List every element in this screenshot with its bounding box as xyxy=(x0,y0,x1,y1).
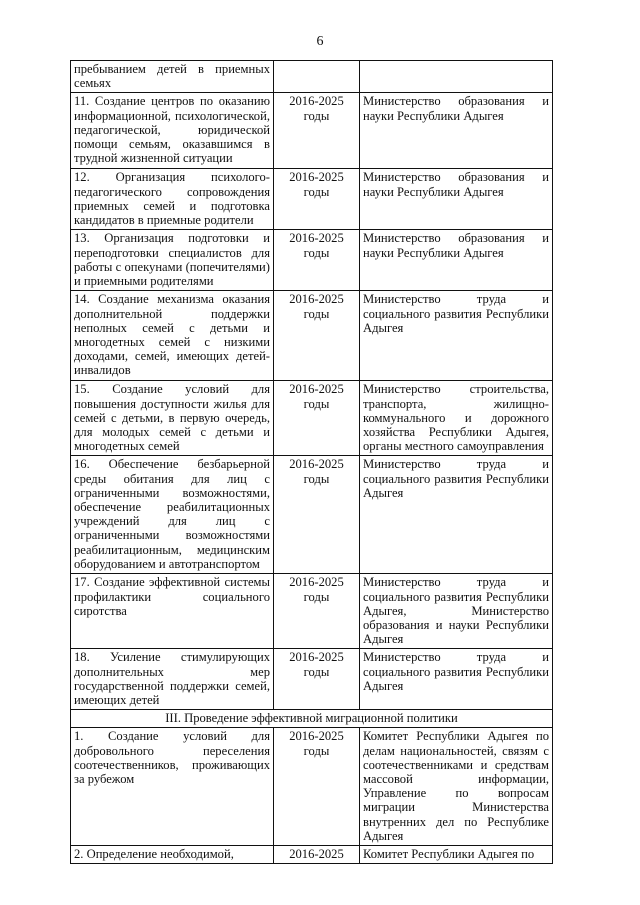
measure-cell: 11. Создание центров по оказанию информационной, психологической, педагогической, юридической помощи семьям, оказавшимся в трудной жизненной ситуации xyxy=(71,93,274,169)
measure-cell: 1. Создание условий для добровольного переселения соотечественников, проживающих за рубежом xyxy=(71,728,274,846)
table-row xyxy=(71,456,553,574)
table-row xyxy=(71,230,553,291)
table-row xyxy=(71,291,553,381)
executor-cell: Комитет Республики Адыгея по xyxy=(360,846,553,864)
measure-cell: 16. Обеспечение безбарьерной среды обитания для лиц с ограниченными возможностями, обеспечение реабилитационных учреждений для лиц с ограниченными возможностями реабилитационным, медицинским оборудованием и автотранспортом xyxy=(71,456,274,574)
measure-cell: 18. Усиление стимулирующих дополнительных мер государственной поддержки семей, имеющих детей xyxy=(71,649,274,710)
period-cell xyxy=(274,61,360,93)
measure-cell: 15. Создание условий для повышения доступности жилья для семей с детьми, в первую очередь, для молодых семей с детьми и многодетных семей xyxy=(71,381,274,456)
table-row xyxy=(71,649,553,710)
executor-cell: Министерство строительства, транспорта, жилищно-коммунального и дорожного хозяйства Республики Адыгея, органы местного самоуправления xyxy=(360,381,553,456)
table-row xyxy=(71,61,553,93)
executor-cell: Министерство труда и социального развития Республики Адыгея xyxy=(360,456,553,574)
executor-cell: Министерство образования и науки Республики Адыгея xyxy=(360,93,553,169)
period-cell: 2016-2025 годы xyxy=(274,291,360,381)
measure-cell: 17. Создание эффективной системы профилактики социального сиротства xyxy=(71,574,274,649)
measure-cell: 13. Организация подготовки и переподготовки специалистов для работы с опекунами (попечителями) и приемными родителями xyxy=(71,230,274,291)
measure-cell: 2. Определение необходимой, xyxy=(71,846,274,864)
section-heading-row xyxy=(71,710,553,728)
table-row xyxy=(71,846,553,864)
table-row xyxy=(71,169,553,230)
executor-cell xyxy=(360,61,553,93)
measure-cell: 12. Организация психолого-педагогического сопровождения приемных семей и подготовка кандидатов в приемные родители xyxy=(71,169,274,230)
executor-cell: Министерство труда и социального развития Республики Адыгея xyxy=(360,291,553,381)
executor-cell: Министерство образования и науки Республики Адыгея xyxy=(360,169,553,230)
period-cell: 2016-2025 xyxy=(274,846,360,864)
period-cell: 2016-2025 годы xyxy=(274,456,360,574)
period-cell: 2016-2025 годы xyxy=(274,728,360,846)
period-cell: 2016-2025 годы xyxy=(274,230,360,291)
executor-cell: Министерство труда и социального развития Республики Адыгея xyxy=(360,649,553,710)
period-cell: 2016-2025 годы xyxy=(274,649,360,710)
executor-cell: Министерство труда и социального развития Республики Адыгея, Министерство образования и науки Республики Адыгея xyxy=(360,574,553,649)
page-number: 6 xyxy=(316,34,324,49)
period-cell: 2016-2025 годы xyxy=(274,93,360,169)
period-cell: 2016-2025 годы xyxy=(274,574,360,649)
table-row xyxy=(71,93,553,169)
table-row xyxy=(71,728,553,846)
measure-cell: пребыванием детей в приемных семьях xyxy=(71,61,274,93)
period-cell: 2016-2025 годы xyxy=(274,169,360,230)
executor-cell: Комитет Республики Адыгея по делам национальностей, связям с соотечественниками и средствам массовой информации, Управление по вопросам миграции Министерства внутренних дел по Республике Адыгея xyxy=(360,728,553,846)
measures-table xyxy=(70,60,553,864)
period-cell: 2016-2025 годы xyxy=(274,381,360,456)
executor-cell: Министерство образования и науки Республики Адыгея xyxy=(360,230,553,291)
measure-cell: 14. Создание механизма оказания дополнительной поддержки неполных семей с детьми и многодетных семей с низкими доходами, семей, имеющих детей-инвалидов xyxy=(71,291,274,381)
section-title: III. Проведение эффективной миграционной политики xyxy=(71,710,553,728)
table-row xyxy=(71,574,553,649)
table-row xyxy=(71,381,553,456)
